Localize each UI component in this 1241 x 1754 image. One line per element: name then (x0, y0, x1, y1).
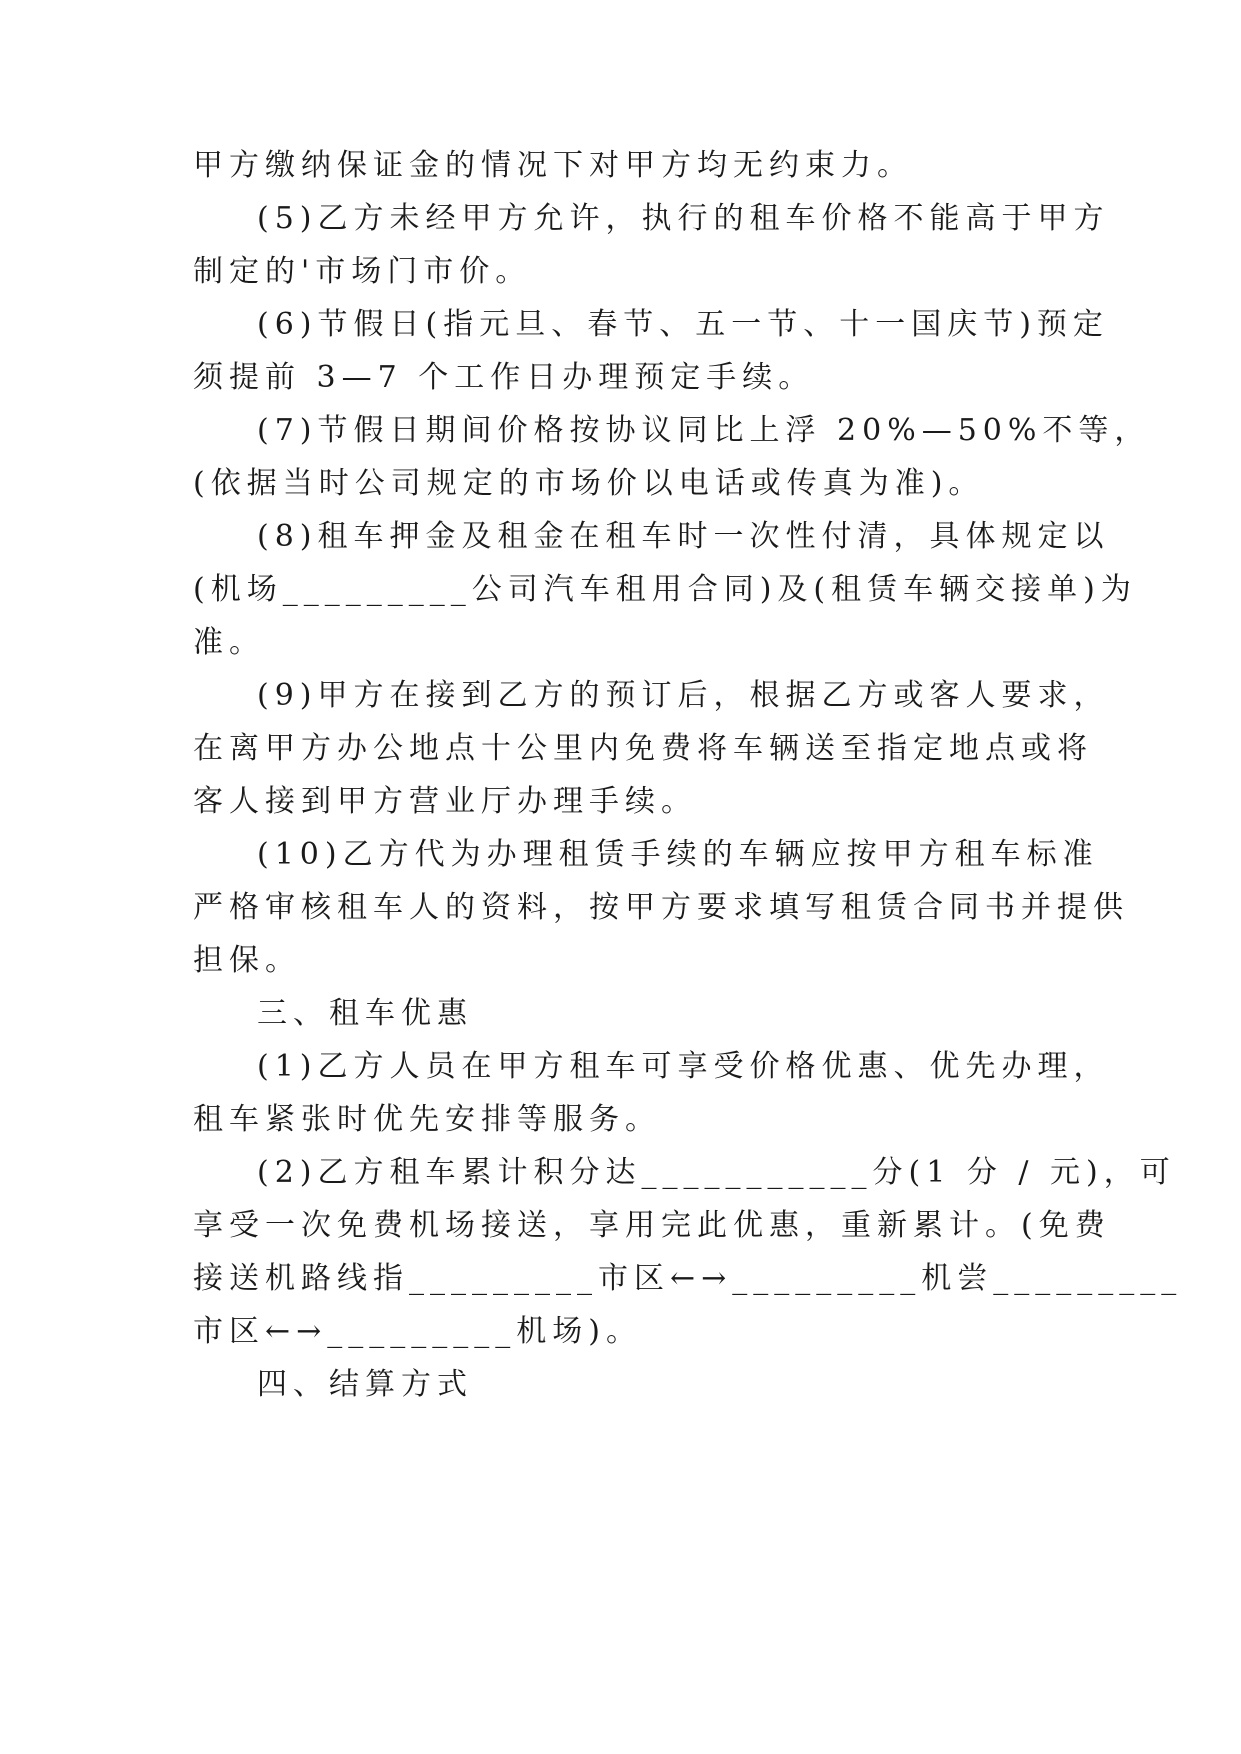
text-line: 制定的'市场门市价。 (193, 254, 532, 289)
text-line: (依据当时公司规定的市场价以电话或传真为准)。 (193, 466, 985, 501)
clause-5: (5)乙方未经甲方允许，执行的租车价格不能高于甲方 (257, 201, 1110, 236)
text-line: 在离甲方办公地点十公里内免费将车辆送至指定地点或将 (193, 731, 1093, 766)
text-line: 享受一次免费机场接送，享用完此优惠，重新累计。(免费 (193, 1208, 1111, 1243)
text-line: 准。 (193, 625, 265, 660)
section-heading: 三、租车优惠 (257, 996, 473, 1031)
text-line: 甲方缴纳保证金的情况下对甲方均无约束力。 (193, 148, 913, 183)
clause-1: (1)乙方人员在甲方租车可享受价格优惠、优先办理， (257, 1049, 1110, 1084)
text-line: 接送机路线指_________市区←→_________机尝_________ (193, 1261, 1183, 1296)
clause-9: (9)甲方在接到乙方的预订后，根据乙方或客人要求， (257, 678, 1110, 713)
clause-10: (10)乙方代为办理租赁手续的车辆应按甲方租车标准 (257, 837, 1099, 872)
text-line: 须提前 3—7 个工作日办理预定手续。 (193, 360, 815, 395)
text-line: (机场_________公司汽车租用合同)及(租赁车辆交接单)为 (193, 572, 1137, 607)
text-line: 严格审核租车人的资料，按甲方要求填写租赁合同书并提供 (193, 890, 1129, 925)
text-line: 客人接到甲方营业厅办理手续。 (193, 784, 697, 819)
clause-8: (8)租车押金及租金在租车时一次性付清，具体规定以 (257, 519, 1110, 554)
clause-2: (2)乙方租车累计积分达___________分(1 分 / 元)，可 (257, 1155, 1176, 1190)
clause-7: (7)节假日期间价格按协议同比上浮 20%—50%不等， (257, 413, 1151, 448)
clause-6: (6)节假日(指元旦、春节、五一节、十一国庆节)预定 (257, 307, 1109, 342)
text-line: 担保。 (193, 943, 301, 978)
text-line: 市区←→_________机场)。 (193, 1314, 642, 1349)
section-heading: 四、结算方式 (257, 1367, 473, 1402)
text-line: 租车紧张时优先安排等服务。 (193, 1102, 661, 1137)
